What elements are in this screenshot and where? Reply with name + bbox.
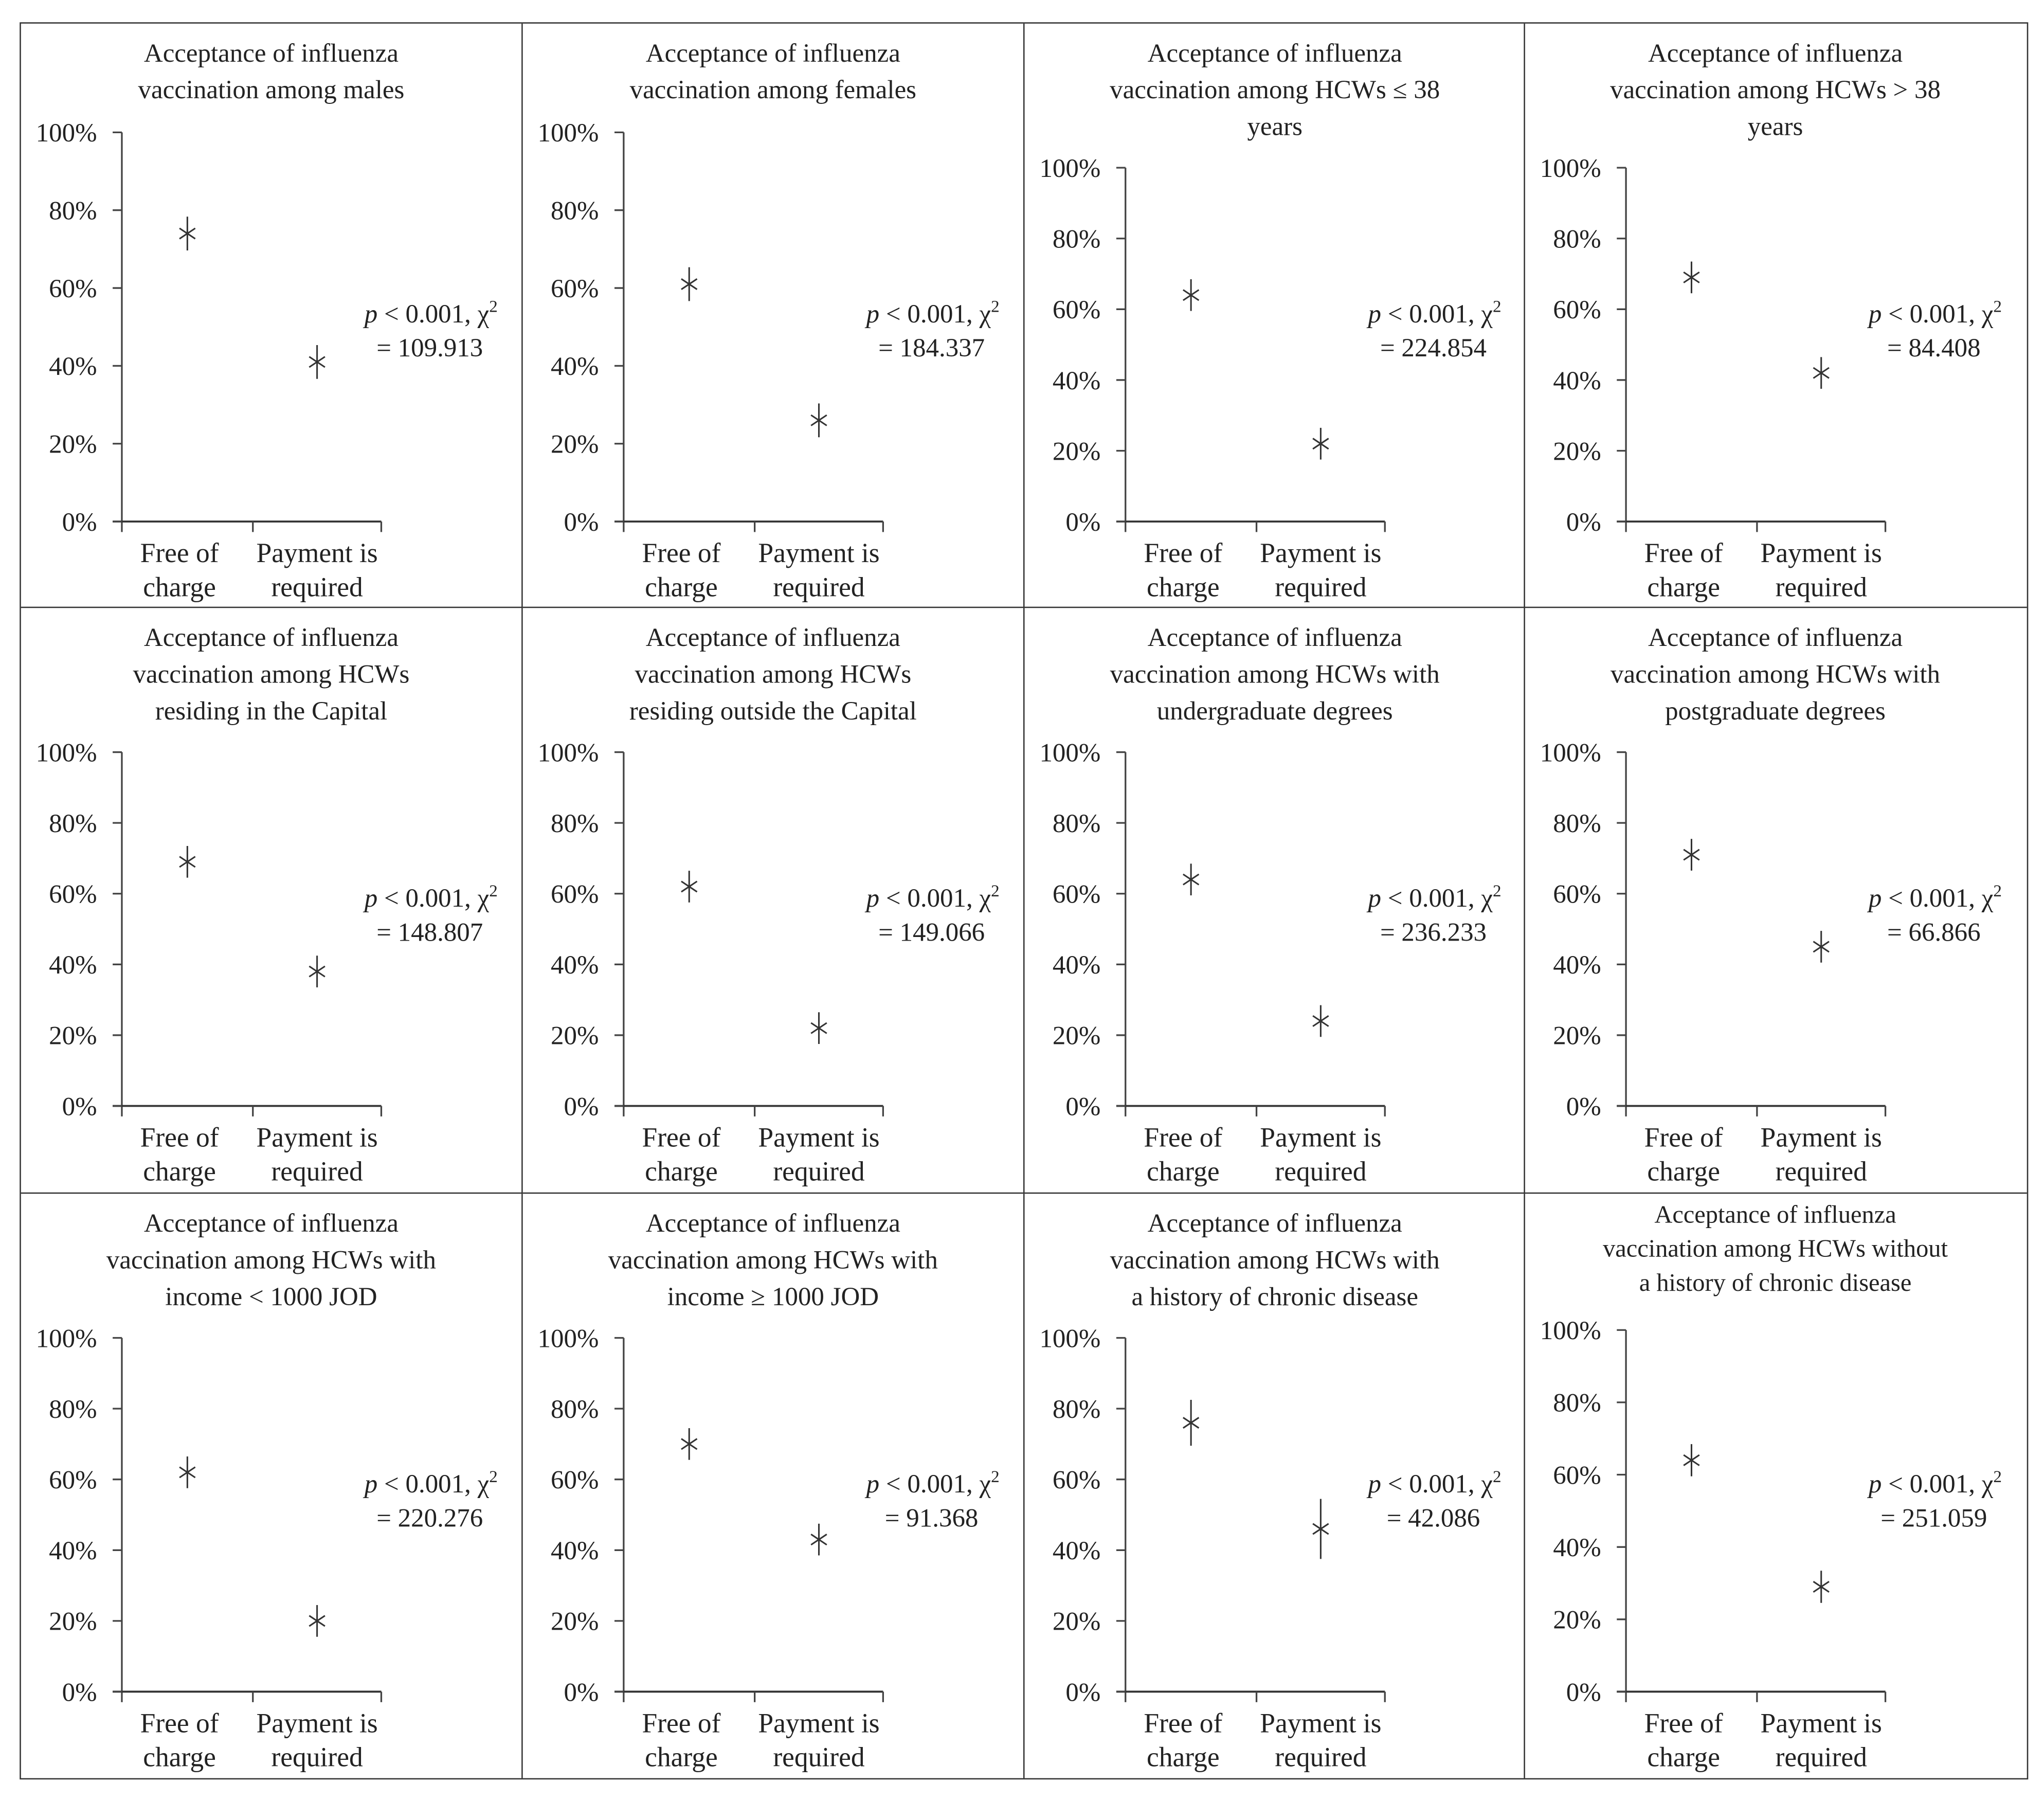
chart-title: vaccination among males: [138, 76, 405, 105]
y-tick-label: 60%: [1553, 296, 1602, 325]
chart-title: Acceptance of influenza: [1648, 39, 1903, 68]
x-category-label: Free of: [641, 1122, 720, 1154]
chi-square-value: = 184.337: [878, 334, 985, 363]
y-tick-label: 60%: [49, 880, 97, 910]
data-point: [1684, 839, 1700, 871]
chart-title: vaccination among HCWs with: [608, 1245, 938, 1274]
chart-title: years: [1246, 112, 1302, 141]
chart-title: Acceptance of influenza: [1655, 1200, 1897, 1228]
y-tick-label: 80%: [49, 809, 97, 839]
y-tick-label: 40%: [550, 1536, 599, 1565]
data-point: [681, 871, 697, 903]
x-category-label: required: [271, 1741, 363, 1772]
y-tick-label: 60%: [550, 880, 599, 910]
superscript: 2: [1993, 1466, 2002, 1486]
x-category-label: Free of: [641, 537, 720, 569]
p-symbol: p: [1869, 885, 1889, 914]
stat-annotation: [363, 882, 498, 913]
data-point: [179, 1456, 195, 1488]
chart-title: vaccination among HCWs: [634, 660, 911, 690]
y-tick-label: 20%: [1553, 437, 1602, 466]
y-tick-label: 60%: [550, 1465, 599, 1494]
x-category-label: Free of: [641, 1707, 720, 1738]
y-tick-label: 100%: [35, 739, 97, 768]
y-tick-label: 40%: [1553, 951, 1602, 981]
y-tick-label: 100%: [537, 119, 599, 148]
y-tick-label: 40%: [49, 951, 97, 981]
data-point: [1814, 357, 1830, 389]
chart-svg: [1024, 24, 1524, 607]
y-tick-label: 40%: [49, 352, 97, 382]
superscript: 2: [489, 881, 498, 901]
y-tick-label: 100%: [35, 1324, 97, 1353]
y-tick-label: 80%: [1052, 225, 1100, 254]
chart-title: residing in the Capital: [155, 697, 388, 726]
y-tick-label: 60%: [1052, 880, 1100, 910]
chart-title: years: [1748, 112, 1803, 141]
y-tick-label: 40%: [1553, 1533, 1602, 1562]
stat-text: < 0.001, χ: [885, 885, 991, 914]
x-category-label: required: [772, 571, 864, 603]
stat-text: < 0.001, χ: [1888, 885, 1994, 914]
chart-svg: [1526, 608, 2027, 1192]
chi-square-value: = 220.276: [376, 1503, 483, 1533]
y-tick-label: 0%: [1065, 1678, 1100, 1707]
y-tick-label: 0%: [62, 508, 97, 537]
y-tick-label: 60%: [1052, 1465, 1100, 1494]
x-category-label: required: [1776, 1156, 1868, 1187]
stat-annotation: [363, 1467, 498, 1498]
chi-square-value: = 84.408: [1887, 334, 1981, 363]
data-point: [1183, 864, 1199, 896]
chart-title: a history of chronic disease: [1131, 1282, 1418, 1311]
chart-title: vaccination among HCWs with: [1109, 1245, 1439, 1274]
y-tick-label: 100%: [1039, 154, 1100, 183]
chart-title: Acceptance of influenza: [1147, 1209, 1402, 1238]
chart-title: Acceptance of influenza: [1147, 39, 1402, 68]
chart-svg: [522, 24, 1023, 607]
y-tick-label: 20%: [1553, 1605, 1602, 1634]
y-tick-label: 80%: [1553, 225, 1602, 254]
p-symbol: p: [1869, 299, 1889, 329]
superscript: 2: [489, 1466, 498, 1486]
y-tick-label: 20%: [1052, 1022, 1100, 1051]
p-symbol: p: [866, 299, 886, 329]
x-category-label: charge: [1146, 571, 1219, 603]
x-category-label: Free of: [140, 1707, 219, 1738]
stat-annotation: [1868, 882, 2002, 913]
chart-panel: [21, 1193, 522, 1778]
x-category-label: Payment is: [1761, 1122, 1883, 1154]
y-tick-label: 100%: [35, 119, 97, 148]
y-tick-label: 40%: [1052, 951, 1100, 981]
chart-title: vaccination among HCWs: [133, 660, 410, 690]
chart-svg: [1024, 1193, 1524, 1778]
chart-title: vaccination among HCWs without: [1603, 1234, 1948, 1262]
x-category-label: Free of: [1644, 537, 1724, 569]
y-tick-label: 60%: [1553, 880, 1602, 910]
stat-annotation: [1868, 297, 2002, 328]
chart-title: Acceptance of influenza: [1147, 624, 1402, 653]
y-tick-label: 80%: [1052, 809, 1100, 839]
chart-panel: [1526, 24, 2027, 608]
stat-text: < 0.001, χ: [1888, 1469, 1994, 1499]
y-tick-label: 40%: [1052, 1536, 1100, 1565]
chart-title: Acceptance of influenza: [645, 39, 900, 68]
y-tick-label: 80%: [550, 196, 599, 226]
data-point: [1312, 428, 1328, 460]
y-tick-label: 60%: [550, 274, 599, 303]
x-category-label: required: [772, 1156, 864, 1187]
y-tick-label: 80%: [1553, 1388, 1602, 1417]
chi-square-value: = 42.086: [1386, 1503, 1480, 1533]
y-tick-label: 0%: [563, 1678, 599, 1707]
chart-title: vaccination among HCWs with: [106, 1245, 436, 1274]
x-category-label: required: [271, 1156, 363, 1187]
stat-text: < 0.001, χ: [1387, 299, 1492, 329]
p-symbol: p: [866, 885, 886, 914]
chart-panel: [21, 24, 522, 608]
chart-title: vaccination among HCWs with: [1611, 660, 1941, 690]
x-category-label: required: [271, 571, 363, 603]
chart-svg: [1526, 1193, 2027, 1778]
y-tick-label: 100%: [537, 1324, 599, 1353]
x-category-label: Payment is: [1761, 1707, 1883, 1738]
y-tick-label: 40%: [1553, 366, 1602, 395]
chi-square-value: = 66.866: [1887, 918, 1981, 948]
x-category-label: required: [772, 1741, 864, 1772]
chart-svg: [21, 608, 521, 1192]
chart-title: Acceptance of influenza: [143, 624, 399, 653]
chart-panel: [522, 1193, 1024, 1778]
y-tick-label: 100%: [537, 739, 599, 768]
x-category-label: Free of: [140, 1122, 219, 1154]
stat-annotation: [1366, 297, 1500, 328]
data-point: [681, 1428, 697, 1459]
p-symbol: p: [1869, 1469, 1889, 1499]
x-category-label: charge: [143, 571, 216, 603]
y-tick-label: 20%: [550, 1022, 599, 1051]
data-point: [309, 1605, 325, 1636]
y-tick-label: 80%: [1052, 1395, 1100, 1424]
chart-title: vaccination among females: [629, 76, 916, 105]
y-tick-label: 80%: [49, 1395, 97, 1424]
data-point: [811, 1013, 827, 1044]
chi-square-value: = 91.368: [884, 1503, 978, 1533]
y-tick-label: 100%: [1540, 1316, 1602, 1345]
x-category-label: Payment is: [1259, 1122, 1381, 1154]
x-category-label: charge: [644, 1156, 718, 1187]
y-tick-label: 80%: [550, 809, 599, 839]
superscript: 2: [1492, 297, 1501, 316]
x-category-label: Payment is: [757, 1707, 880, 1738]
chart-panel: [1024, 24, 1525, 608]
y-tick-label: 100%: [1540, 739, 1602, 768]
data-point: [179, 846, 195, 878]
y-tick-label: 20%: [550, 1607, 599, 1636]
stat-text: < 0.001, χ: [1387, 1469, 1492, 1499]
data-point: [1814, 931, 1830, 963]
y-tick-label: 100%: [1540, 154, 1602, 183]
stat-annotation: [1366, 882, 1500, 913]
chart-svg: [21, 24, 521, 607]
chart-title: undergraduate degrees: [1156, 697, 1392, 726]
chi-square-value: = 109.913: [376, 334, 483, 363]
x-category-label: Payment is: [256, 1707, 378, 1738]
chart-title: residing outside the Capital: [629, 697, 917, 726]
y-tick-label: 60%: [1052, 296, 1100, 325]
stat-text: < 0.001, χ: [384, 1469, 490, 1499]
superscript: 2: [489, 297, 498, 316]
y-tick-label: 20%: [49, 1607, 97, 1636]
data-point: [309, 345, 325, 379]
stat-text: < 0.001, χ: [885, 299, 991, 329]
y-tick-label: 0%: [1065, 1093, 1100, 1122]
y-tick-label: 0%: [563, 508, 599, 537]
stat-annotation: [864, 297, 999, 328]
chart-panel: [522, 24, 1024, 608]
chart-title: a history of chronic disease: [1639, 1268, 1912, 1296]
chart-panel: [1526, 608, 2027, 1193]
x-category-label: charge: [1648, 1156, 1721, 1187]
x-category-label: required: [1274, 571, 1366, 603]
chart-title: Acceptance of influenza: [645, 1209, 900, 1238]
data-point: [179, 217, 195, 250]
x-category-label: required: [1776, 571, 1868, 603]
stat-annotation: [363, 297, 498, 328]
y-tick-label: 0%: [1566, 1678, 1602, 1707]
p-symbol: p: [364, 885, 385, 914]
x-category-label: Payment is: [757, 1122, 880, 1154]
y-tick-label: 20%: [49, 1022, 97, 1051]
stat-annotation: [1366, 1467, 1500, 1498]
superscript: 2: [990, 881, 1000, 901]
chart-title: Acceptance of influenza: [1648, 624, 1903, 653]
superscript: 2: [1993, 297, 2002, 316]
x-category-label: charge: [644, 571, 718, 603]
x-category-label: Free of: [1143, 1707, 1222, 1738]
chart-panel: [21, 608, 522, 1193]
x-category-label: charge: [1648, 1741, 1721, 1772]
p-symbol: p: [1367, 1469, 1387, 1499]
chart-svg: [1526, 24, 2027, 607]
chart-title: Acceptance of influenza: [143, 39, 399, 68]
data-point: [1312, 1005, 1328, 1037]
chi-square-value: = 251.059: [1880, 1503, 1988, 1533]
chart-title: vaccination among HCWs > 38: [1610, 76, 1941, 105]
x-category-label: required: [1274, 1741, 1366, 1772]
stat-annotation: [1868, 1467, 2002, 1498]
superscript: 2: [1492, 1466, 1501, 1486]
y-tick-label: 60%: [49, 274, 97, 303]
x-category-label: Payment is: [1259, 1707, 1381, 1738]
stat-text: < 0.001, χ: [1387, 885, 1492, 914]
p-symbol: p: [866, 1469, 886, 1499]
stat-annotation: [864, 1467, 999, 1498]
y-tick-label: 40%: [1052, 366, 1100, 395]
y-tick-label: 80%: [49, 196, 97, 226]
data-point: [1183, 279, 1199, 311]
chart-title: postgraduate degrees: [1665, 697, 1886, 726]
x-category-label: Free of: [1644, 1707, 1724, 1738]
x-category-label: charge: [143, 1741, 216, 1772]
stat-text: < 0.001, χ: [384, 885, 490, 914]
y-tick-label: 0%: [62, 1678, 97, 1707]
data-point: [1312, 1499, 1328, 1559]
y-tick-label: 80%: [1553, 809, 1602, 839]
x-category-label: required: [1274, 1156, 1366, 1187]
y-tick-label: 40%: [550, 951, 599, 981]
y-tick-label: 0%: [1566, 1093, 1602, 1122]
y-tick-label: 20%: [1052, 437, 1100, 466]
chart-svg: [21, 1193, 521, 1778]
data-point: [1814, 1570, 1830, 1602]
stat-text: < 0.001, χ: [384, 299, 490, 329]
superscript: 2: [990, 1466, 1000, 1486]
x-category-label: charge: [143, 1156, 216, 1187]
p-symbol: p: [1367, 885, 1387, 914]
data-point: [1684, 262, 1700, 294]
y-tick-label: 0%: [563, 1093, 599, 1122]
stat-text: < 0.001, χ: [885, 1469, 991, 1499]
chart-panel: [1024, 608, 1525, 1193]
x-category-label: charge: [1146, 1741, 1219, 1772]
x-category-label: charge: [1146, 1156, 1219, 1187]
superscript: 2: [990, 297, 1000, 316]
y-tick-label: 40%: [550, 352, 599, 382]
data-point: [1684, 1444, 1700, 1476]
x-category-label: Free of: [140, 537, 219, 569]
y-tick-label: 20%: [1052, 1607, 1100, 1636]
data-point: [811, 403, 827, 437]
superscript: 2: [1993, 881, 2002, 901]
x-category-label: required: [1776, 1741, 1868, 1772]
y-tick-label: 60%: [1553, 1461, 1602, 1490]
x-category-label: Free of: [1143, 1122, 1222, 1154]
chart-svg: [1024, 608, 1524, 1192]
stat-text: < 0.001, χ: [1888, 299, 1994, 329]
data-point: [811, 1523, 827, 1555]
chart-title: Acceptance of influenza: [143, 1209, 399, 1238]
x-category-label: charge: [644, 1741, 718, 1772]
y-tick-label: 20%: [49, 430, 97, 459]
chart-svg: [522, 1193, 1023, 1778]
chi-square-value: = 224.854: [1379, 334, 1486, 363]
x-category-label: Free of: [1644, 1122, 1724, 1154]
chi-square-value: = 149.066: [878, 918, 985, 948]
x-category-label: Payment is: [1761, 537, 1883, 569]
data-point: [309, 956, 325, 988]
p-symbol: p: [1367, 299, 1387, 329]
y-tick-label: 40%: [49, 1536, 97, 1565]
data-point: [681, 267, 697, 301]
data-point: [1183, 1399, 1199, 1445]
chi-square-value: = 148.807: [376, 918, 483, 948]
chart-panel: [522, 608, 1024, 1193]
x-category-label: charge: [1648, 571, 1721, 603]
p-symbol: p: [364, 1469, 385, 1499]
stat-annotation: [864, 882, 999, 913]
chart-panel: [1024, 1193, 1525, 1778]
x-category-label: Payment is: [757, 537, 880, 569]
chart-title: income ≥ 1000 JOD: [666, 1282, 879, 1311]
y-tick-label: 20%: [1553, 1022, 1602, 1051]
chart-panel: [1526, 1193, 2027, 1778]
chart-svg: [522, 608, 1023, 1192]
chart-title: income < 1000 JOD: [165, 1282, 377, 1311]
y-tick-label: 80%: [550, 1395, 599, 1424]
chi-square-value: = 236.233: [1379, 918, 1486, 948]
chart-title: Acceptance of influenza: [645, 624, 900, 653]
y-tick-label: 0%: [62, 1093, 97, 1122]
chart-title: vaccination among HCWs ≤ 38: [1109, 76, 1439, 105]
x-category-label: Payment is: [1259, 537, 1381, 569]
chart-title: vaccination among HCWs with: [1109, 660, 1439, 690]
y-tick-label: 0%: [1065, 508, 1100, 537]
x-category-label: Free of: [1143, 537, 1222, 569]
chart-grid: [20, 22, 2028, 1779]
p-symbol: p: [364, 299, 385, 329]
y-tick-label: 20%: [550, 430, 599, 459]
x-category-label: Payment is: [256, 1122, 378, 1154]
y-tick-label: 100%: [1039, 739, 1100, 768]
y-tick-label: 0%: [1566, 508, 1602, 537]
y-tick-label: 60%: [49, 1465, 97, 1494]
y-tick-label: 100%: [1039, 1324, 1100, 1353]
x-category-label: Payment is: [256, 537, 378, 569]
superscript: 2: [1492, 881, 1501, 901]
